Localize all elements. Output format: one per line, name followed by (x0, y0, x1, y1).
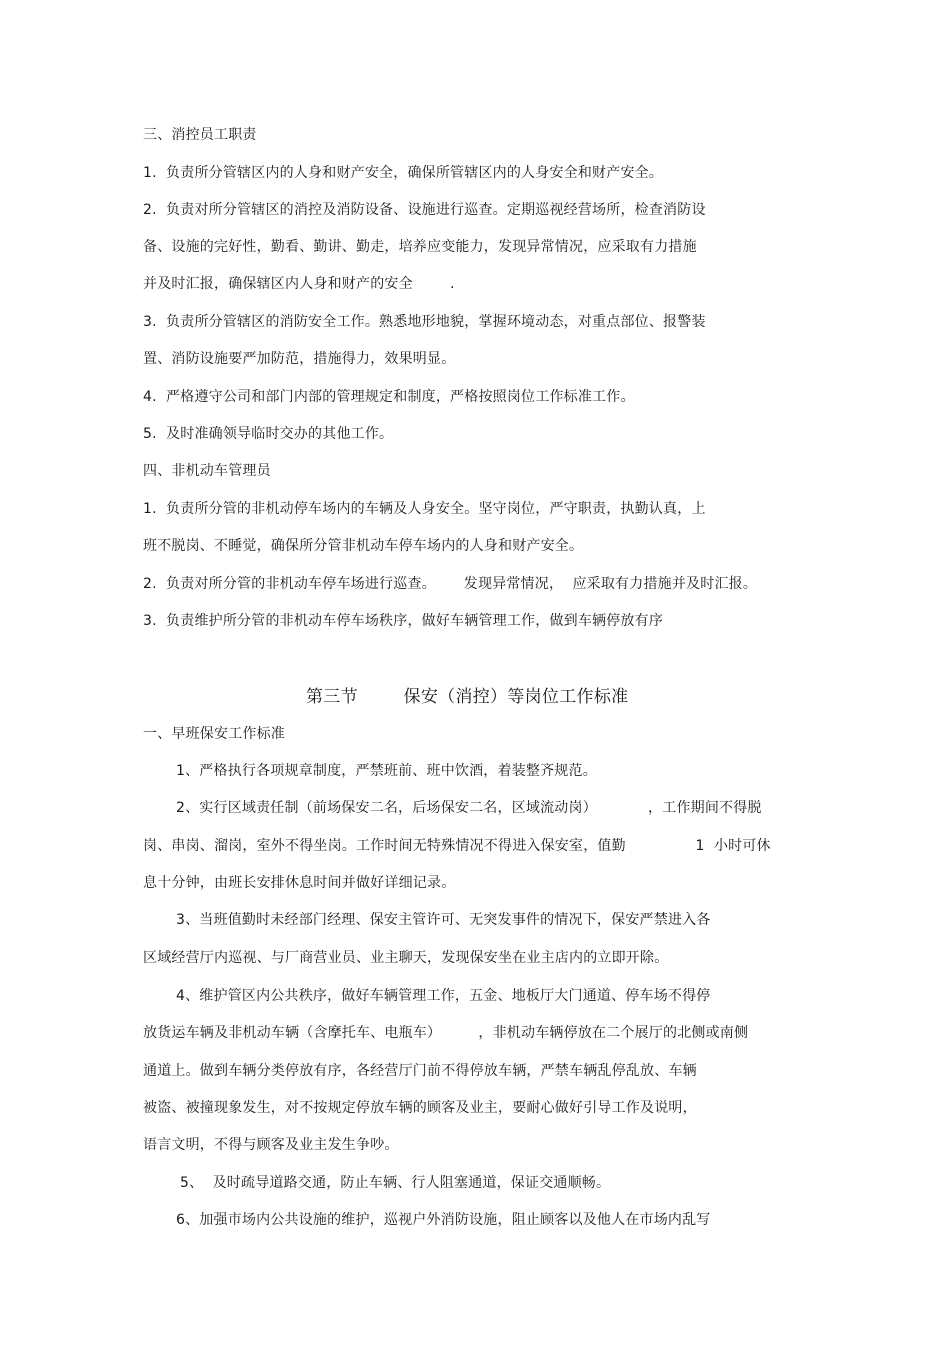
paragraph-line: 被盗、被撞现象发生，对不按规定停放车辆的顾客及业主，要耐心做好引导工作及说明， (143, 1100, 697, 1116)
paragraph-line: 语言文明，不得与顾客及业主发生争吵。 (143, 1137, 399, 1153)
paragraph-line: 3. 负责所分管辖区的消防安全工作。熟悉地形地貌，掌握环境动态，对重点部位、报警装 (143, 314, 706, 330)
paragraph-line: 5、 及时疏导道路交通，防止车辆、行人阻塞通道，保证交通顺畅。 (180, 1175, 611, 1191)
paragraph-line: 息十分钟，由班长安排休息时间并做好详细记录。 (143, 875, 456, 891)
paragraph-line: 通道上。做到车辆分类停放有序，各经营厅门前不得停放车辆，严禁车辆乱停乱放、车辆 (143, 1063, 697, 1079)
paragraph-line: 1. 负责所分管辖区内的人身和财产安全，确保所管辖区内的人身安全和财产安全。 (143, 165, 664, 181)
section-heading: 一、早班保安工作标准 (143, 726, 285, 742)
paragraph-line: 1. 负责所分管的非机动停车场内的车辆及人身安全。坚守岗位，严守职责，执勤认真，上 (143, 501, 706, 517)
paragraph-line: 2. 负责对所分管的非机动车停车场进行巡查。 发现异常情况， 应采取有力措施并及时汇报。 (143, 576, 758, 592)
paragraph-line: 3、当班值勤时未经部门经理、保安主管许可、无突发事件的情况下，保安严禁进入各 (176, 912, 711, 928)
paragraph-line: 置、消防设施要严加防范，措施得力，效果明显。 (143, 351, 456, 367)
paragraph-line: 放货运车辆及非机动车辆（含摩托车、电瓶车） ，非机动车辆停放在二个展厅的北侧或南侧 (143, 1025, 749, 1041)
paragraph-line: 5. 及时准确领导临时交办的其他工作。 (143, 426, 394, 442)
paragraph-line: 1、严格执行各项规章制度，严禁班前、班中饮酒，着装整齐规范。 (176, 763, 597, 779)
section-heading: 四、非机动车管理员 (143, 463, 271, 479)
paragraph-line: 区域经营厅内巡视、与厂商营业员、业主聊天，发现保安坐在业主店内的立即开除。 (143, 950, 669, 966)
paragraph-line: 2. 负责对所分管辖区的消控及消防设备、设施进行巡查。定期巡视经营场所，检查消防设 (143, 202, 706, 218)
paragraph-line: 班不脱岗、不睡觉，确保所分管非机动车停车场内的人身和财产安全。 (143, 538, 584, 554)
paragraph-line: 备、设施的完好性，勤看、勤讲、勤走，培养应变能力，发现异常情况，应采取有力措施 (143, 239, 697, 255)
paragraph-line: 3. 负责维护所分管的非机动车停车场秩序，做好车辆管理工作，做到车辆停放有序 (143, 613, 664, 629)
paragraph-line: 并及时汇报，确保辖区内人身和财产的安全 . (143, 276, 455, 292)
paragraph-line: 2、实行区域责任制（前场保安二名，后场保安二名，区域流动岗） ，工作期间不得脱 (176, 800, 762, 816)
paragraph-line: 4、维护管区内公共秩序，做好车辆管理工作，五金、地板厅大门通道、停车场不得停 (176, 988, 711, 1004)
paragraph-line: 岗、串岗、溜岗，室外不得坐岗。工作时间无特殊情况不得进入保安室，值勤 1 小时可休 (143, 838, 771, 854)
paragraph-line: 4. 严格遵守公司和部门内部的管理规定和制度，严格按照岗位工作标准工作。 (143, 389, 635, 405)
paragraph-line: 6、加强市场内公共设施的维护，巡视户外消防设施，阻止顾客以及他人在市场内乱写 (176, 1212, 711, 1228)
chapter-title: 第三节 保安（消控）等岗位工作标准 (306, 687, 629, 707)
section-heading: 三、消控员工职责 (143, 127, 257, 143)
